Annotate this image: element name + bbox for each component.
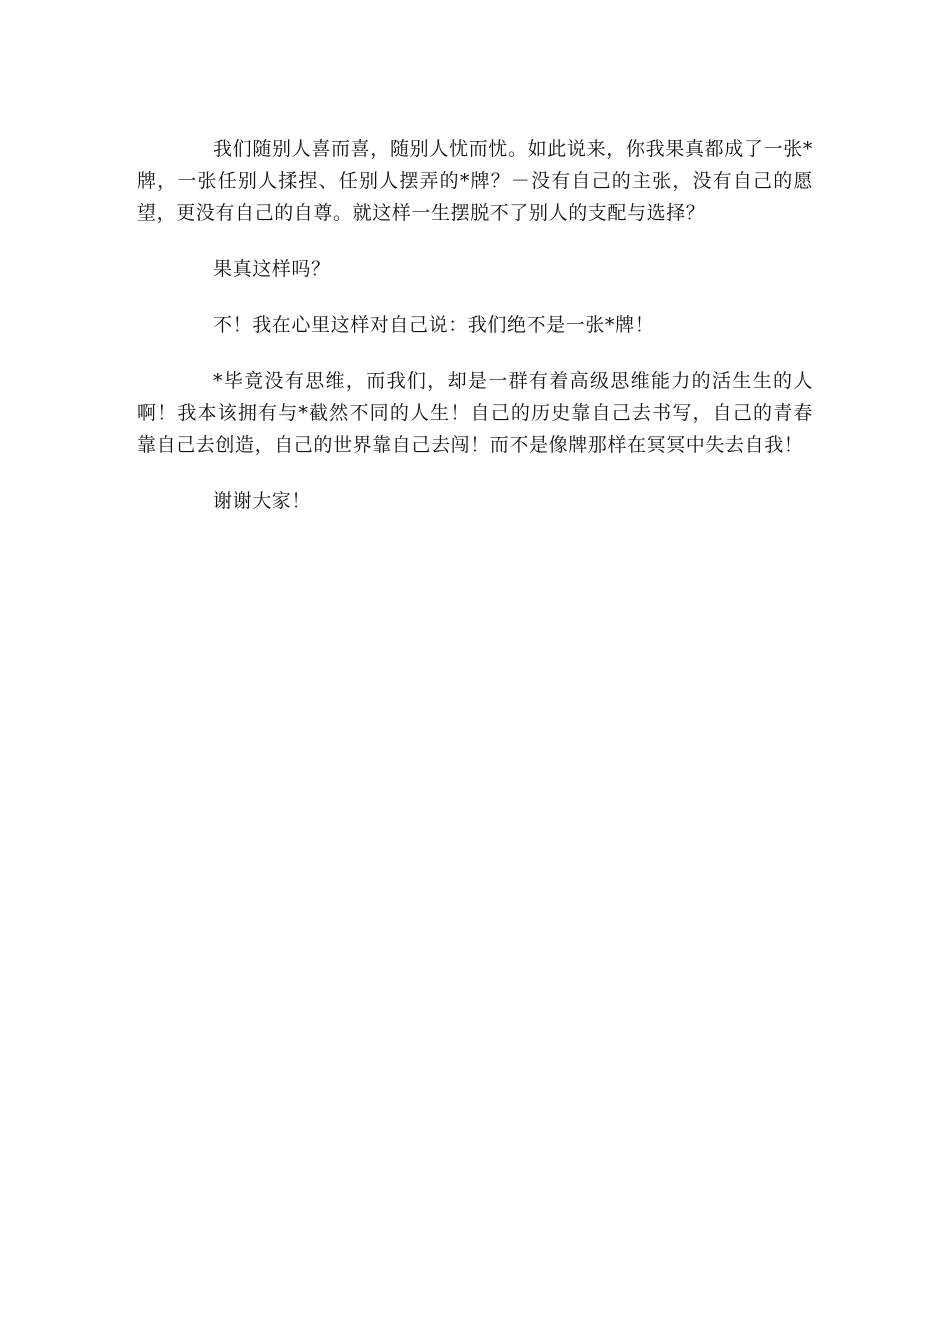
document-body — [137, 133, 813, 541]
paragraph-1: 我们随别人喜而喜，随别人忧而忧。如此说来，你我果真都成了一张*牌，一张任别人揉捏、任别人摆弄的*牌？－没有自己的主张，没有自己的愿望，更没有自己的自尊。就这样一生摆脱不了别人的支配与选择？ — [137, 138, 813, 224]
paragraph-5: 谢谢大家！ — [213, 490, 312, 512]
paragraph-3: 不！我在心里这样对自己说：我们绝不是一张*牌！ — [213, 314, 655, 336]
paragraph-2: 果真这样吗？ — [213, 258, 331, 280]
paragraph-4: *毕竟没有思维，而我们，却是一群有着高级思维能力的活生生的人啊！我本该拥有与*截然不同的人生！自己的历史靠自己去书写，自己的青春靠自己去创造，自己的世界靠自己去闯！而不是像牌那样在冥冥中失去自我！ — [137, 370, 813, 456]
